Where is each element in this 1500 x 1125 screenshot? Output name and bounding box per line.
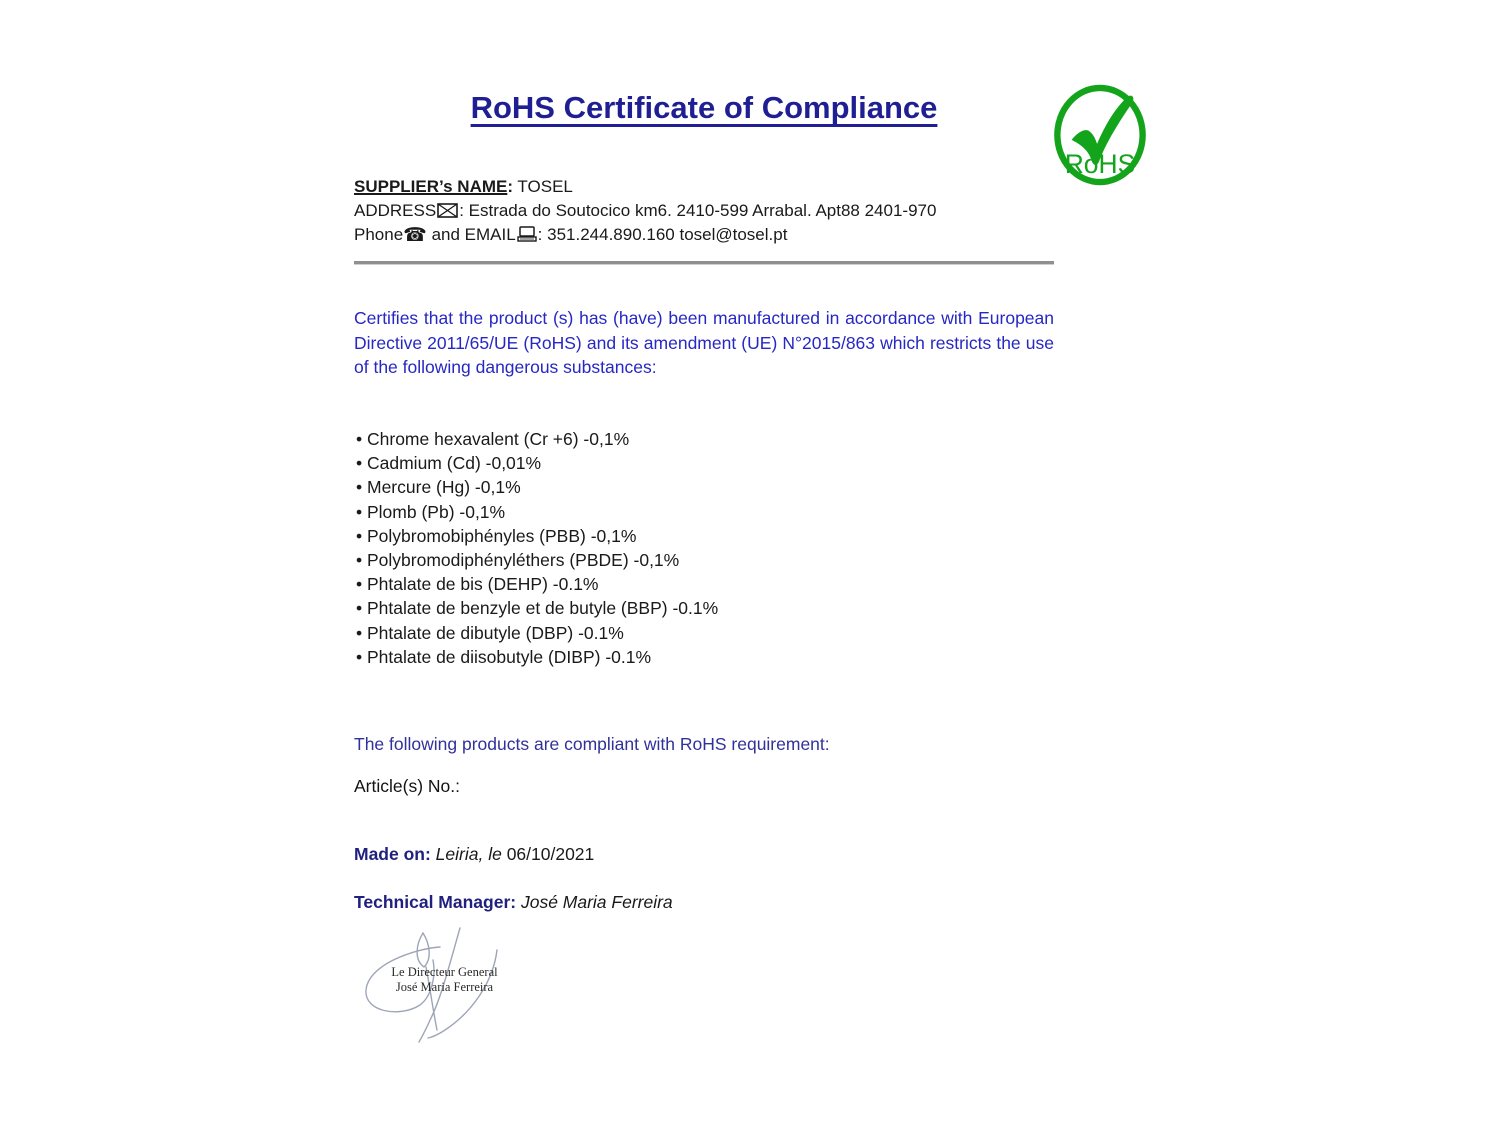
- horizontal-divider: [354, 261, 1054, 265]
- contact-value: : 351.244.890.160 tosel@tosel.pt: [537, 225, 788, 244]
- made-on-line: [354, 844, 594, 865]
- supplier-name-line: [354, 175, 936, 199]
- phone-label: Phone: [354, 225, 404, 244]
- supplier-block: [354, 175, 936, 247]
- technical-manager-line: [354, 892, 673, 913]
- signature-name: José Maria Ferreira: [395, 980, 494, 994]
- articles-label: Article(s) No.:: [354, 776, 460, 796]
- page-title-text: RoHS Certificate of Compliance: [470, 90, 938, 125]
- signature-caption: [372, 965, 517, 995]
- signature-title: Le Directeur General: [391, 965, 498, 979]
- substance-item: • Chrome hexavalent (Cr +6) -0,1%: [356, 427, 718, 451]
- made-on-date: 06/10/2021: [506, 844, 595, 864]
- substance-item: • Plomb (Pb) -0,1%: [356, 500, 718, 524]
- supplier-address-line: [354, 199, 936, 223]
- supplier-contact-line: [354, 223, 936, 247]
- technical-manager-label: Technical Manager:: [354, 892, 517, 912]
- substance-item: • Phtalate de bis (DEHP) -0.1%: [356, 572, 718, 596]
- substances-list: [356, 427, 718, 669]
- substance-item: • Polybromobiphényles (PBB) -0,1%: [356, 524, 718, 548]
- made-on-place: Leiria, le: [430, 844, 507, 864]
- supplier-name-label: SUPPLIER’s NAME: [354, 177, 508, 196]
- email-label: and EMAIL: [426, 225, 516, 244]
- address-value: : Estrada do Soutocico km6. 2410-599 Arrabal. Apt88 2401-970: [459, 201, 937, 220]
- address-label: ADDRESS: [354, 201, 437, 220]
- compliance-products-line: The following products are compliant with RoHS requirement:: [354, 734, 830, 754]
- rohs-logo-label: RoHS: [1064, 149, 1136, 180]
- supplier-name-colon: :: [507, 177, 514, 196]
- computer-icon: [517, 226, 537, 242]
- page-title: [354, 90, 1054, 126]
- substance-item: • Polybromodiphényléthers (PBDE) -0,1%: [356, 548, 718, 572]
- substance-item: • Cadmium (Cd) -0,01%: [356, 451, 718, 475]
- envelope-icon: [437, 203, 458, 218]
- telephone-icon: ☎: [403, 225, 427, 246]
- certification-statement: Certifies that the product (s) has (have) been manufactured in accordance with European Directive 2011/65/UE (RoHS) and its amendment (UE) N°2015/863 which restricts the use of the following dangerous substances:: [354, 308, 1054, 377]
- substance-item: • Phtalate de benzyle et de butyle (BBP) -0.1%: [356, 596, 718, 620]
- substance-item: • Phtalate de dibutyle (DBP) -0.1%: [356, 621, 718, 645]
- supplier-name-value: TOSEL: [513, 177, 573, 196]
- substance-item: • Mercure (Hg) -0,1%: [356, 475, 718, 499]
- rohs-logo-icon: [1051, 84, 1149, 186]
- technical-manager-name: José Maria Ferreira: [516, 892, 673, 912]
- made-on-label: Made on:: [354, 844, 431, 864]
- substance-item: • Phtalate de diisobutyle (DIBP) -0.1%: [356, 645, 718, 669]
